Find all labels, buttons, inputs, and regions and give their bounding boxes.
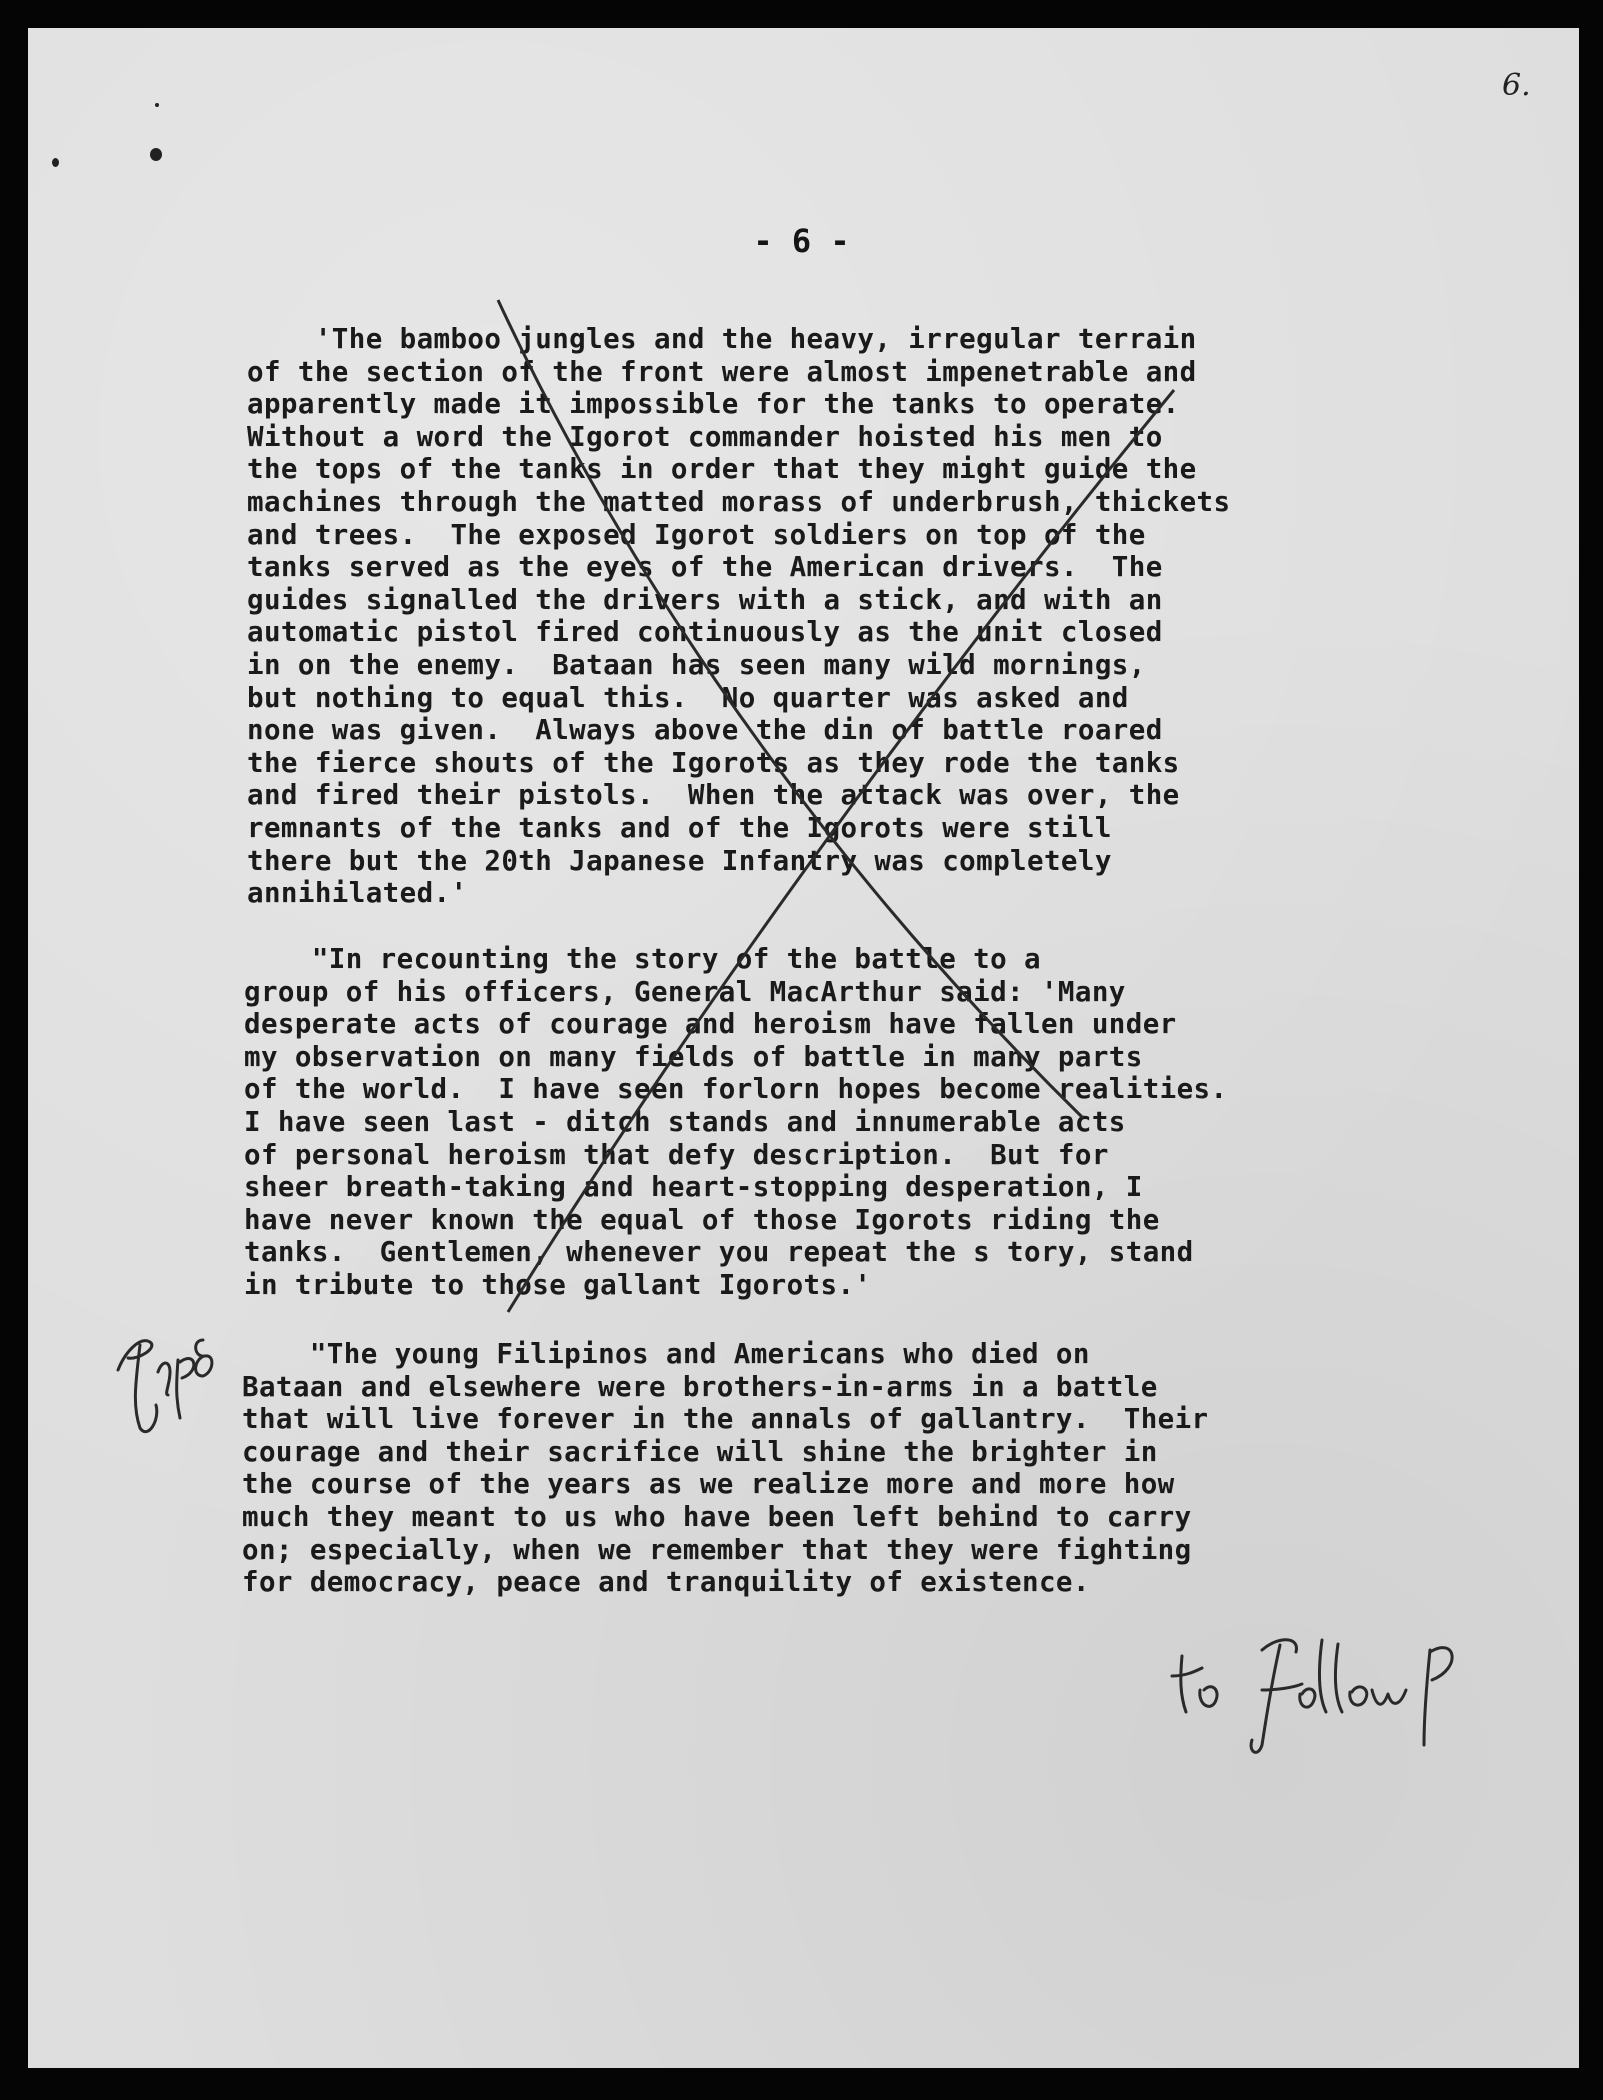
text-line: that will live forever in the annals of gallantry. Their — [242, 1403, 1209, 1436]
text-line: Bataan and elsewhere were brothers-in-arms in a battle — [242, 1370, 1158, 1403]
text-line: I have seen last - ditch stands and innumerable acts — [244, 1105, 1126, 1138]
text-line: automatic pistol fired continuously as the unit closed — [247, 616, 1163, 649]
scan-speck — [52, 158, 59, 167]
text-line: group of his officers, General MacArthur said: 'Many — [244, 975, 1126, 1008]
text-line: apparently made it impossible for the tanks to operate. — [247, 388, 1180, 421]
text-line: there but the 20th Japanese Infantry was completely — [247, 844, 1112, 877]
text-line: 'The bamboo jungles and the heavy, irregular terrain — [247, 323, 1197, 355]
text-line: for democracy, peace and tranquility of existence. — [242, 1566, 1090, 1599]
text-line: and fired their pistols. When the attack was over, the — [247, 779, 1180, 812]
text-line: of personal heroism that defy description. But for — [244, 1138, 1109, 1171]
text-line: "The young Filipinos and Americans who died on — [242, 1338, 1090, 1370]
text-line: desperate acts of courage and heroism have fallen under — [244, 1008, 1177, 1041]
text-line: the course of the years as we realize more and more how — [242, 1468, 1175, 1501]
text-line: machines through the matted morass of underbrush, thickets — [247, 485, 1231, 518]
scan-speck — [155, 103, 159, 107]
text-line: of the world. I have seen forlorn hopes become realities. — [244, 1073, 1228, 1106]
text-line: have never known the equal of those Igorots riding the — [244, 1203, 1160, 1236]
text-line: guides signalled the drivers with a stick, and with an — [247, 583, 1163, 616]
paragraph-igorot-tanks — [247, 323, 1230, 910]
text-line: sheer breath-taking and heart-stopping desperation, I — [244, 1171, 1143, 1204]
text-line: the tops of the tanks in order that they might guide the — [247, 453, 1197, 486]
corner-page-number: 6. — [1502, 68, 1531, 103]
paragraph-brothers-in-arms — [242, 1338, 1209, 1599]
text-line: tanks. Gentlemen, whenever you repeat the s tory, stand — [244, 1236, 1194, 1269]
text-line: the fierce shouts of the Igorots as they rode the tanks — [247, 746, 1180, 779]
text-line: none was given. Always above the din of battle roared — [247, 714, 1163, 747]
text-line: courage and their sacrifice will shine the brighter in — [242, 1435, 1158, 1468]
text-line: remnants of the tanks and of the Igorots were still — [247, 811, 1112, 844]
text-line: annihilated.' — [247, 877, 468, 910]
text-line: but nothing to equal this. No quarter was asked and — [247, 681, 1129, 714]
text-line: on; especially, when we remember that they were fighting — [242, 1533, 1192, 1566]
text-line: tanks served as the eyes of the American drivers. The — [247, 551, 1163, 584]
text-line: and trees. The exposed Igorot soldiers on top of the — [247, 518, 1146, 551]
text-line: my observation on many fields of battle in many parts — [244, 1040, 1143, 1073]
text-line: "In recounting the story of the battle to a — [244, 943, 1041, 975]
page-number: - 6 - — [753, 222, 850, 260]
text-line: Without a word the Igorot commander hoisted his men to — [247, 420, 1163, 453]
text-line: in tribute to those gallant Igorots.' — [244, 1268, 872, 1301]
text-line: in on the enemy. Bataan has seen many wild mornings, — [247, 648, 1146, 681]
scan-speck — [150, 148, 162, 161]
text-line: much they meant to us who have been left behind to carry — [242, 1500, 1192, 1533]
paragraph-macarthur-quote — [244, 943, 1227, 1302]
text-line: of the section of the front were almost impenetrable and — [247, 355, 1197, 388]
